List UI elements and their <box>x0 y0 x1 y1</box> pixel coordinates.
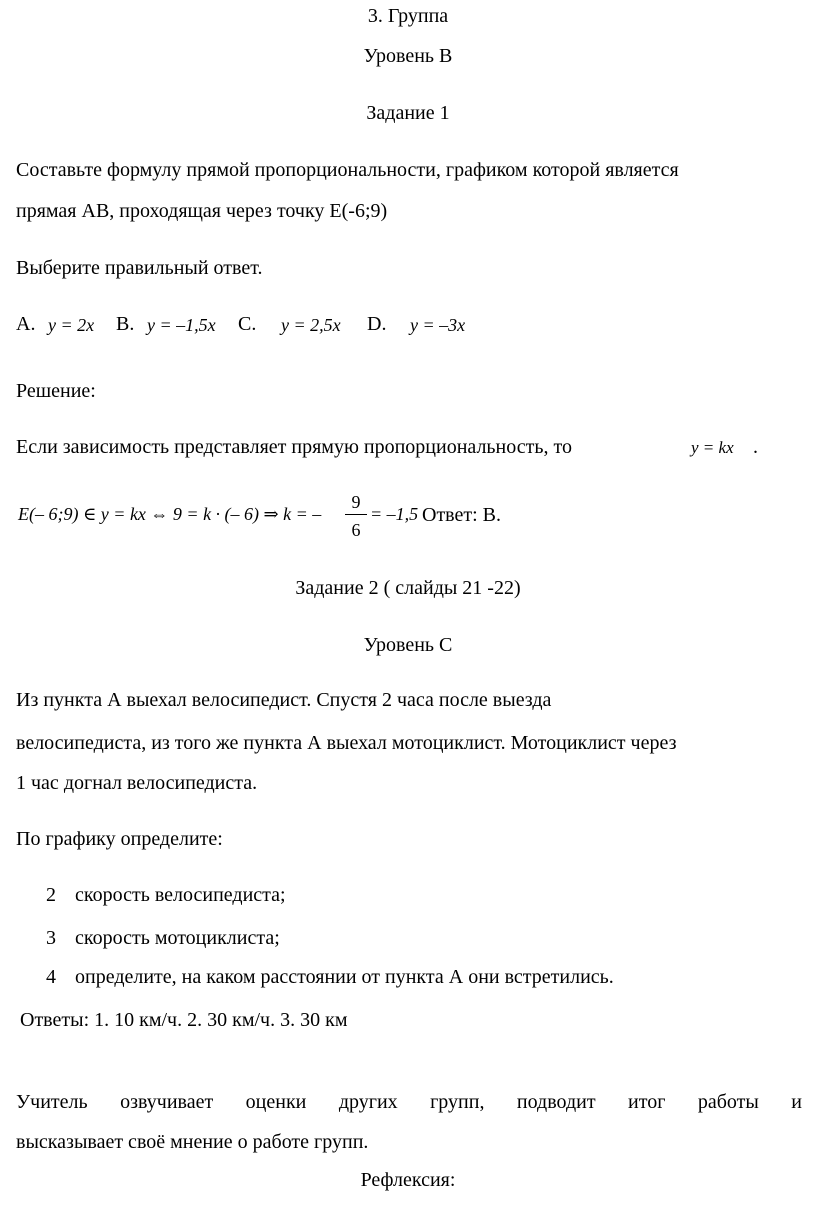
solution-line: Если зависимость представляет прямую пропорциональность, то <box>16 436 572 458</box>
list-item-number: 3 <box>46 927 56 949</box>
option-b-letter: В. <box>116 313 135 335</box>
option-c-letter: С. <box>238 313 257 335</box>
teacher-line1: Учитель озвучивает оценки других групп, подводит итог работы и <box>16 1091 802 1113</box>
list-item-text: определите, на каком расстоянии от пункта А они встретились. <box>75 966 614 988</box>
teacher-line2: высказывает своё мнение о работе групп. <box>16 1131 369 1153</box>
calc-frac-bar <box>345 514 367 515</box>
calc-left: E(– 6;9) ∈ y = kx ⇔ 9 = k · (– 6) ⇒ k = – <box>18 504 322 524</box>
task2-title: Задание 2 ( слайды 21 -22) <box>295 577 521 599</box>
reflection-heading: Рефлексия: <box>360 1169 456 1191</box>
task2-text-line2: велосипедиста, из того же пункта А выехал мотоциклист. Мотоциклист через <box>16 732 677 754</box>
option-b-formula: y = –1,5x <box>147 315 216 335</box>
calc-right: = –1,5 <box>370 504 419 524</box>
task2-text-line1: Из пункта А выехал велосипедист. Спустя 2 часа после выезда <box>16 689 552 711</box>
list-item-text: скорость велосипедиста; <box>75 884 286 906</box>
task1-instruction: Выберите правильный ответ. <box>16 257 263 279</box>
option-d-letter: D. <box>367 313 387 335</box>
task2-answers: Ответы: 1. 10 км/ч. 2. 30 км/ч. 3. 30 км <box>20 1009 348 1031</box>
solution-formula: y = kx <box>691 438 734 457</box>
task1-text-line1: Составьте формулу прямой пропорциональности, графиком которой является <box>16 159 679 181</box>
list-item-text: скорость мотоциклиста; <box>75 927 280 949</box>
group-heading: 3. Группа <box>367 5 449 27</box>
level-c-heading: Уровень С <box>363 634 453 656</box>
task2-prompt: По графику определите: <box>16 828 223 850</box>
option-a-formula: y = 2x <box>48 315 95 335</box>
task1-answer: Ответ: В. <box>422 504 502 526</box>
option-d-formula: y = –3x <box>410 315 466 335</box>
calc-frac-denominator: 6 <box>351 520 361 540</box>
solution-label: Решение: <box>16 380 96 402</box>
solution-dot: . <box>753 436 758 458</box>
calc-frac-numerator: 9 <box>351 492 361 512</box>
task1-title: Задание 1 <box>366 102 450 124</box>
list-item-number: 2 <box>46 884 56 906</box>
task1-text-line2: прямая АВ, проходящая через точку Е(-6;9) <box>16 200 388 222</box>
level-b-heading: Уровень В <box>363 45 453 67</box>
task2-text-line3: 1 час догнал велосипедиста. <box>16 772 258 794</box>
list-item-number: 4 <box>46 966 56 988</box>
option-a-letter: А. <box>16 313 36 335</box>
option-c-formula: y = 2,5x <box>281 315 341 335</box>
